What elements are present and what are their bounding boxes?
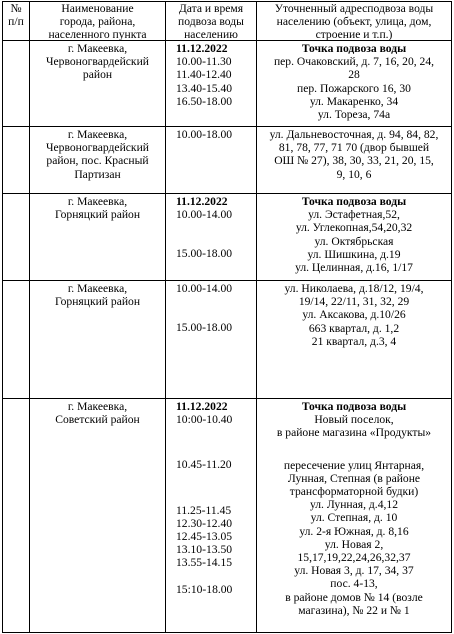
- row5-name-line: г. Макеевка,: [67, 400, 128, 413]
- row2-name-line: Червоногвардейский: [46, 141, 149, 155]
- row1-name-line: г. Макеевка,: [67, 42, 128, 55]
- row1-address-line: 28: [348, 68, 360, 82]
- row5-address-line: в районе домов № 14 (возле: [285, 590, 423, 604]
- row5-time: 13.10-13.50: [176, 543, 233, 557]
- row5-address-line: ул. Лунная, д.4,12: [309, 498, 398, 512]
- row5-address-cell: [257, 400, 451, 617]
- row3-name-line: Горняцкий район: [54, 208, 141, 222]
- row1-name-line: Червоногвардейский: [46, 55, 149, 69]
- row3-address-line: ул. Углекопная,54,20,32: [295, 221, 413, 235]
- row3-address-line: ул. Эстафетная,52,: [308, 208, 400, 222]
- row1-address-line: пер. Очаковский, д. 7, 16, 20, 24,: [273, 55, 435, 69]
- row1-date: 11.12.2022: [176, 42, 228, 55]
- row3-date-cell: [176, 195, 256, 261]
- row2-name-line: Партизан: [74, 167, 121, 181]
- grid-bottom-line: [2, 632, 452, 633]
- row5-date: 11.12.2022: [176, 400, 228, 413]
- grid-col-2: [165, 1, 166, 633]
- header-date: Дата и время подвоза воды населению: [178, 2, 244, 42]
- row4-address-line: 21 квартал, д.3, 4: [311, 334, 397, 348]
- row4-name-line: г. Макеевка,: [67, 282, 128, 295]
- row5-name-cell: [30, 400, 165, 426]
- row5-point-title: Точка подвоза воды: [301, 400, 407, 413]
- row2-date-cell: [176, 128, 256, 141]
- row5-address-line: ул. Степная, д. 10: [310, 511, 398, 525]
- row5-time: 10.45-11.20: [176, 458, 232, 472]
- grid-row2-bottom: [2, 193, 452, 194]
- row1-date-cell: [176, 42, 256, 108]
- header-address: Уточненный адресподвоза воды населению (объект, улица, дом, строение и т.п.): [274, 2, 434, 42]
- row2-address-line: ул. Дальневосточная, д. 94, 84, 82,: [269, 128, 439, 141]
- row5-address-line: пос. 4-13,: [330, 577, 378, 591]
- row1-time: 10.00-11.30: [176, 55, 232, 69]
- row2-name-cell: [30, 128, 165, 181]
- row4-address-line: ул. Аксакова, д.10/26: [302, 308, 406, 322]
- row5-time: 12.30-12.40: [176, 516, 233, 530]
- row5-date-cell: [176, 400, 256, 596]
- row3-name-cell: [30, 195, 165, 221]
- row3-address-line: ул. Целинная, д.16, 1/17: [295, 261, 413, 275]
- row5-time: 13.55-14.15: [176, 556, 233, 570]
- row4-address-line: 19/14, 22/11, 31, 32, 29: [298, 295, 410, 309]
- row3-time: 10.00-14.00: [176, 208, 233, 222]
- row5-time: 12.45-13.05: [176, 530, 233, 544]
- grid-row4-bottom: [2, 398, 452, 399]
- grid-row1-bottom: [2, 126, 452, 127]
- row1-time: 13.40-15.40: [176, 81, 233, 95]
- row2-name-line: г. Макеевка,: [67, 128, 128, 141]
- row5-address-line: Новый поселок,: [314, 413, 394, 427]
- row5-time: 15:10-18.00: [176, 582, 233, 596]
- row1-address-line: ул. Тореза, 74а: [317, 108, 391, 122]
- row4-name-line: Горняцкий район: [54, 295, 141, 309]
- row3-time: 15.00-18.00: [176, 247, 233, 261]
- header-num: № п/п: [8, 2, 24, 29]
- row1-address-line: ул. Макаренко, 34: [309, 94, 399, 108]
- row5-address-line: магазина), № 22 и № 1: [298, 603, 410, 617]
- row4-date-cell: [176, 282, 256, 334]
- grid-col-right: [451, 1, 452, 633]
- row3-address-cell: [257, 195, 451, 274]
- row5-address-line: ул. 2-я Южная, д. 8,16: [299, 524, 409, 538]
- row3-address-line: ул. Октябрьская: [314, 234, 394, 248]
- row3-point-title: Точка подвоза воды: [301, 195, 407, 208]
- row2-time: 10.00-18.00: [176, 128, 233, 141]
- row4-time: 15.00-18.00: [176, 321, 233, 335]
- row5-address-line: ул. Новая 2,: [324, 537, 384, 551]
- row3-address-line: ул. Шишкина, д.19: [307, 247, 401, 261]
- row1-time: 11.40-12.40: [176, 68, 232, 82]
- row5-name-line: Советский район: [55, 413, 140, 427]
- header-name: Наименование города, района, населенного пункта: [48, 2, 147, 42]
- row1-address-line: пер. Пожарского 16, 30: [297, 81, 411, 95]
- row3-date: 11.12.2022: [176, 195, 228, 208]
- row1-name-cell: [30, 42, 165, 82]
- row1-name-line: район: [82, 68, 113, 82]
- row2-address-line: 9, 10, 6: [336, 167, 372, 181]
- row2-name-line: район, пос. Красный: [46, 154, 149, 168]
- row3-name-line: г. Макеевка,: [67, 195, 128, 208]
- row1-point-title: Точка подвоза воды: [301, 42, 407, 55]
- grid-col-1: [29, 1, 30, 633]
- row5-address-line: пересечение улиц Янтарная,: [283, 458, 425, 472]
- row2-address-line: 81, 78, 77, 71 70 (двор бывшей: [278, 141, 430, 155]
- row1-address-cell: [257, 42, 451, 121]
- row5-address-line: ул. Новая 3, д. 17, 34, 37: [294, 564, 414, 578]
- row5-address-line: трансформаторной будки): [289, 485, 419, 499]
- grid-col-left: [2, 1, 3, 633]
- row4-name-cell: [30, 282, 165, 308]
- row5-address-line: 15,17,19,22,24,26,32,37: [297, 551, 411, 565]
- row5-address-line: Лунная, Степная (в районе: [287, 471, 421, 485]
- row5-time: 10:00-10.40: [176, 413, 233, 427]
- row1-time: 16.50-18.00: [176, 94, 233, 108]
- row5-time: 11.25-11.45: [176, 503, 232, 517]
- row4-address-cell: [257, 282, 451, 348]
- row4-time: 10.00-14.00: [176, 282, 233, 295]
- row2-address-line: ОШ № 27), 38, 30, 33, 21, 20, 15,: [274, 154, 434, 168]
- row5-address-line: в районе магазина «Продукты»: [276, 426, 432, 440]
- row2-address-cell: [257, 128, 451, 181]
- row4-address-line: 663 квартал, д. 1,2: [308, 321, 400, 335]
- grid-row3-bottom: [2, 280, 452, 281]
- row4-address-line: ул. Николаева, д.18/12, 19/4,: [284, 282, 424, 295]
